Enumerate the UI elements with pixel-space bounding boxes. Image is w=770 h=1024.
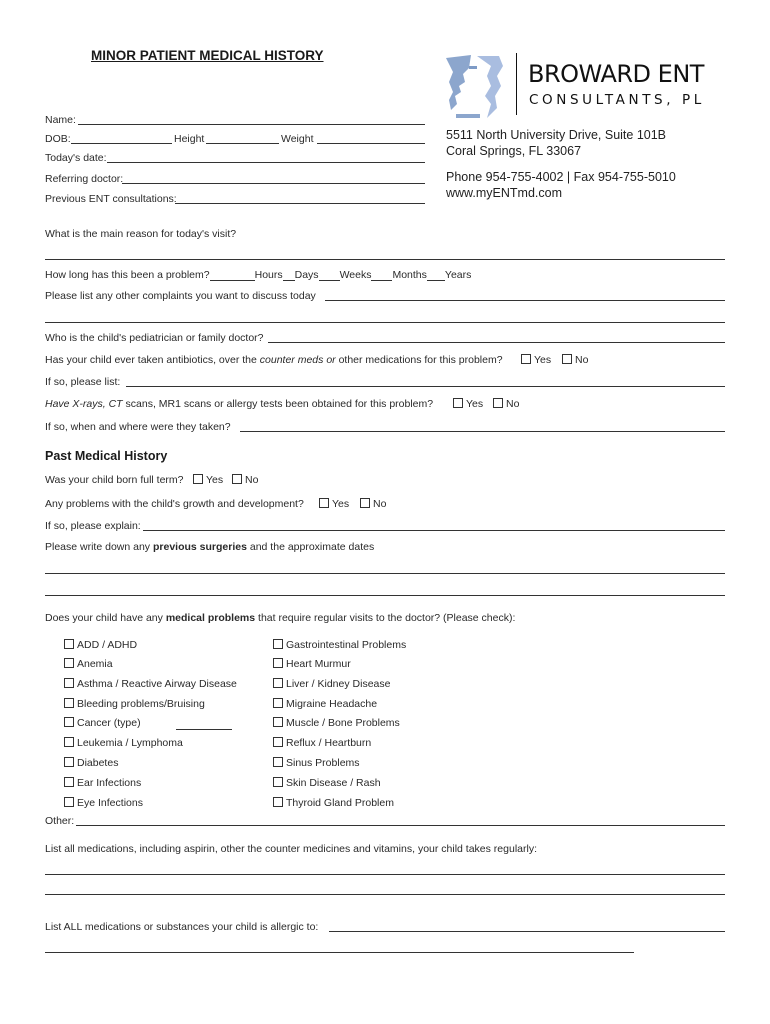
medical-problem-label: Skin Disease / Rash: [286, 777, 381, 789]
weight-field[interactable]: [317, 143, 425, 144]
medical-prompt-pre: Does your child have any: [45, 612, 166, 624]
medical-prompt-bold: medical problems: [165, 612, 256, 624]
medical-problem-option[interactable]: [64, 639, 137, 651]
name-label: Name:: [45, 114, 76, 126]
other-complaints-label: Please list any other complaints you want to discuss today: [45, 290, 316, 302]
checkbox[interactable]: [64, 797, 74, 807]
medical-problem-label: Bleeding problems/Bruising: [77, 698, 205, 710]
medical-problem-option[interactable]: [64, 658, 113, 670]
explain-label: If so, please explain:: [45, 520, 141, 532]
no-label: No: [506, 398, 520, 410]
medical-problem-option[interactable]: [64, 757, 118, 769]
months-field[interactable]: [427, 269, 445, 281]
days-field[interactable]: [319, 269, 340, 281]
dob-field[interactable]: [71, 143, 172, 144]
antibiotics-label-post: other medications for this problem?: [335, 354, 503, 366]
checkbox[interactable]: [64, 737, 74, 747]
growth-no-option[interactable]: [360, 498, 386, 510]
medical-problem-option[interactable]: [273, 757, 360, 769]
if-so-list-label: If so, please list:: [45, 376, 121, 388]
no-label: No: [373, 498, 387, 510]
medical-problem-label: Diabetes: [77, 757, 119, 769]
medical-problem-label: ADD / ADHD: [77, 639, 138, 651]
surgeries-label-bold: previous surgeries: [152, 541, 247, 553]
checkbox[interactable]: [232, 474, 242, 484]
medical-problem-label: Leukemia / Lymphoma: [77, 737, 183, 749]
when-where-label: If so, when and where were they taken?: [45, 421, 231, 433]
dob-label: DOB:: [45, 133, 71, 145]
height-label: Height: [174, 133, 205, 145]
logo-title: BROWARD ENT: [528, 60, 704, 88]
xrays-label-italic: Have X-rays, CT: [45, 398, 123, 410]
when-where-field[interactable]: [240, 431, 725, 432]
medical-problem-label: Anemia: [77, 658, 113, 670]
growth-yes-option[interactable]: [319, 498, 349, 510]
medications-label: List all medications, including aspirin, other the counter medicines and vitamins, your child takes regularly:: [45, 843, 537, 855]
checkbox[interactable]: [64, 717, 74, 727]
medical-problem-option[interactable]: [273, 777, 381, 789]
referring-doctor-field[interactable]: [122, 183, 425, 184]
referring-doctor-label: Referring doctor:: [45, 173, 124, 185]
years-label: Years: [444, 269, 472, 281]
other-problems-label: Other:: [45, 815, 75, 827]
medical-problem-option[interactable]: [64, 737, 183, 749]
allergies-label: List ALL medications or substances your child is allergic to:: [45, 921, 319, 933]
antibiotics-label-italic: counter meds or: [259, 354, 336, 366]
checkbox[interactable]: [64, 678, 74, 688]
checkbox[interactable]: [64, 757, 74, 767]
checkbox[interactable]: [453, 398, 463, 408]
checkbox[interactable]: [64, 658, 74, 668]
duration-row: [45, 269, 471, 281]
checkbox[interactable]: [521, 354, 531, 364]
antibiotics-yes-option[interactable]: [521, 354, 551, 366]
medical-problem-label: Eye Infections: [77, 797, 143, 809]
checkbox[interactable]: [273, 678, 283, 688]
checkbox[interactable]: [64, 639, 74, 649]
full-term-yes-option[interactable]: [193, 474, 223, 486]
hours-label: Hours: [254, 269, 283, 281]
medical-problem-option[interactable]: [273, 658, 351, 670]
other-problems-field[interactable]: [76, 825, 725, 826]
medical-problem-label: Cancer (type): [77, 717, 141, 729]
pediatrician-field[interactable]: [268, 342, 725, 343]
previous-ent-label: Previous ENT consultations:: [45, 193, 177, 205]
medical-problem-option[interactable]: [64, 717, 141, 729]
medical-problem-label: Asthma / Reactive Airway Disease: [77, 678, 237, 690]
height-field[interactable]: [206, 143, 279, 144]
checkbox[interactable]: [64, 777, 74, 787]
antibiotics-no-option[interactable]: [562, 354, 588, 366]
medical-problem-label: Muscle / Bone Problems: [286, 717, 400, 729]
checkbox[interactable]: [273, 717, 283, 727]
xrays-label-post: scans, MR1 scans or allergy tests been obtained for this problem?: [122, 398, 434, 410]
checkbox[interactable]: [273, 698, 283, 708]
checkbox[interactable]: [64, 698, 74, 708]
checkbox[interactable]: [193, 474, 203, 484]
xrays-yes-option[interactable]: [453, 398, 483, 410]
medical-prompt-post: that require regular visits to the doctor? (Please check):: [255, 612, 516, 624]
yes-label: Yes: [332, 498, 350, 510]
no-label: No: [245, 474, 259, 486]
no-label: No: [575, 354, 589, 366]
medical-problem-label: Migraine Headache: [286, 698, 378, 710]
name-field[interactable]: [78, 124, 425, 125]
explain-field[interactable]: [143, 530, 725, 531]
website: www.myENTmd.com: [446, 186, 562, 200]
medical-problem-label: Liver / Kidney Disease: [286, 678, 391, 690]
medications-field-2[interactable]: [45, 894, 725, 895]
antibiotics-label-pre: Has your child ever taken antibiotics, over the: [45, 354, 260, 366]
surgeries-row: [45, 541, 374, 553]
today-date-field[interactable]: [107, 162, 425, 163]
logo-subtitle: CONSULTANTS, PL: [529, 92, 705, 108]
surgeries-label-pre: Please write down any: [45, 541, 153, 553]
logo-face-icon: [443, 52, 513, 122]
surgeries-field-2[interactable]: [45, 595, 725, 596]
medical-problem-option[interactable]: [273, 698, 377, 710]
yes-label: Yes: [534, 354, 552, 366]
form-title: MINOR PATIENT MEDICAL HISTORY: [91, 48, 324, 63]
checkbox[interactable]: [273, 777, 283, 787]
medical-problem-option[interactable]: [273, 639, 406, 651]
months-label: Months: [392, 269, 427, 281]
medications-field-1[interactable]: [45, 874, 725, 875]
growth-label: Any problems with the child's growth and development?: [45, 498, 304, 510]
duration-label: How long has this been a problem?: [45, 269, 210, 281]
medical-problem-label: Reflux / Heartburn: [286, 737, 372, 749]
checkbox[interactable]: [273, 639, 283, 649]
address-line2: Coral Springs, FL 33067: [446, 144, 582, 158]
allergies-field-2[interactable]: [45, 952, 634, 953]
surgeries-field-1[interactable]: [45, 573, 725, 574]
address-line1: 5511 North University Drive, Suite 101B: [446, 128, 667, 142]
checkbox[interactable]: [562, 354, 572, 364]
previous-ent-field[interactable]: [175, 203, 425, 204]
medical-problem-option[interactable]: [273, 678, 390, 690]
medical-problem-option[interactable]: [64, 797, 143, 809]
checkbox[interactable]: [273, 757, 283, 767]
medical-problem-label: Heart Murmur: [286, 658, 351, 670]
allergies-field-1[interactable]: [329, 931, 725, 932]
full-term-label: Was your child born full term?: [45, 474, 184, 486]
main-reason-label: What is the main reason for today's visit?: [45, 228, 237, 240]
medical-problems-row: [45, 612, 515, 624]
logo-divider: [516, 53, 517, 115]
medical-problem-option[interactable]: [64, 698, 205, 710]
medical-problem-label: Sinus Problems: [286, 757, 360, 769]
surgeries-label-post: and the approximate dates: [246, 541, 375, 553]
full-term-no-option[interactable]: [232, 474, 258, 486]
other-complaints-field-2[interactable]: [45, 322, 725, 323]
phone-fax: Phone 954-755-4002 | Fax 954-755-5010: [446, 170, 676, 184]
xrays-no-option[interactable]: [493, 398, 519, 410]
pediatrician-label: Who is the child's pediatrician or family doctor?: [45, 332, 264, 344]
checkbox[interactable]: [273, 658, 283, 668]
medical-problem-option[interactable]: [273, 717, 400, 729]
medical-problem-option[interactable]: [64, 777, 141, 789]
past-history-heading: Past Medical History: [45, 449, 168, 463]
today-date-label: Today's date:: [45, 152, 107, 164]
checkbox[interactable]: [360, 498, 370, 508]
medical-problem-label: Gastrointestinal Problems: [286, 639, 407, 651]
antibiotics-row: [45, 354, 503, 366]
weight-label: Weight: [281, 133, 314, 145]
medical-problem-option[interactable]: [273, 797, 394, 809]
yes-label: Yes: [206, 474, 224, 486]
cancer-type-field[interactable]: [176, 729, 232, 730]
weeks-label: Weeks: [339, 269, 372, 281]
weeks-field[interactable]: [371, 269, 392, 281]
checkbox[interactable]: [273, 797, 283, 807]
medical-problem-label: Thyroid Gland Problem: [286, 797, 394, 809]
yes-label: Yes: [466, 398, 484, 410]
checkbox[interactable]: [273, 737, 283, 747]
checkbox[interactable]: [319, 498, 329, 508]
medical-problem-option[interactable]: [273, 737, 371, 749]
antibiotics-list-field[interactable]: [126, 386, 725, 387]
xrays-row: [45, 398, 433, 410]
other-complaints-field[interactable]: [325, 300, 725, 301]
medical-problem-label: Ear Infections: [77, 777, 142, 789]
checkbox[interactable]: [493, 398, 503, 408]
duration-number-field[interactable]: [210, 269, 255, 281]
hours-field[interactable]: [283, 269, 295, 281]
main-reason-field[interactable]: [45, 259, 725, 260]
days-label: Days: [294, 269, 319, 281]
medical-problem-option[interactable]: [64, 678, 237, 690]
